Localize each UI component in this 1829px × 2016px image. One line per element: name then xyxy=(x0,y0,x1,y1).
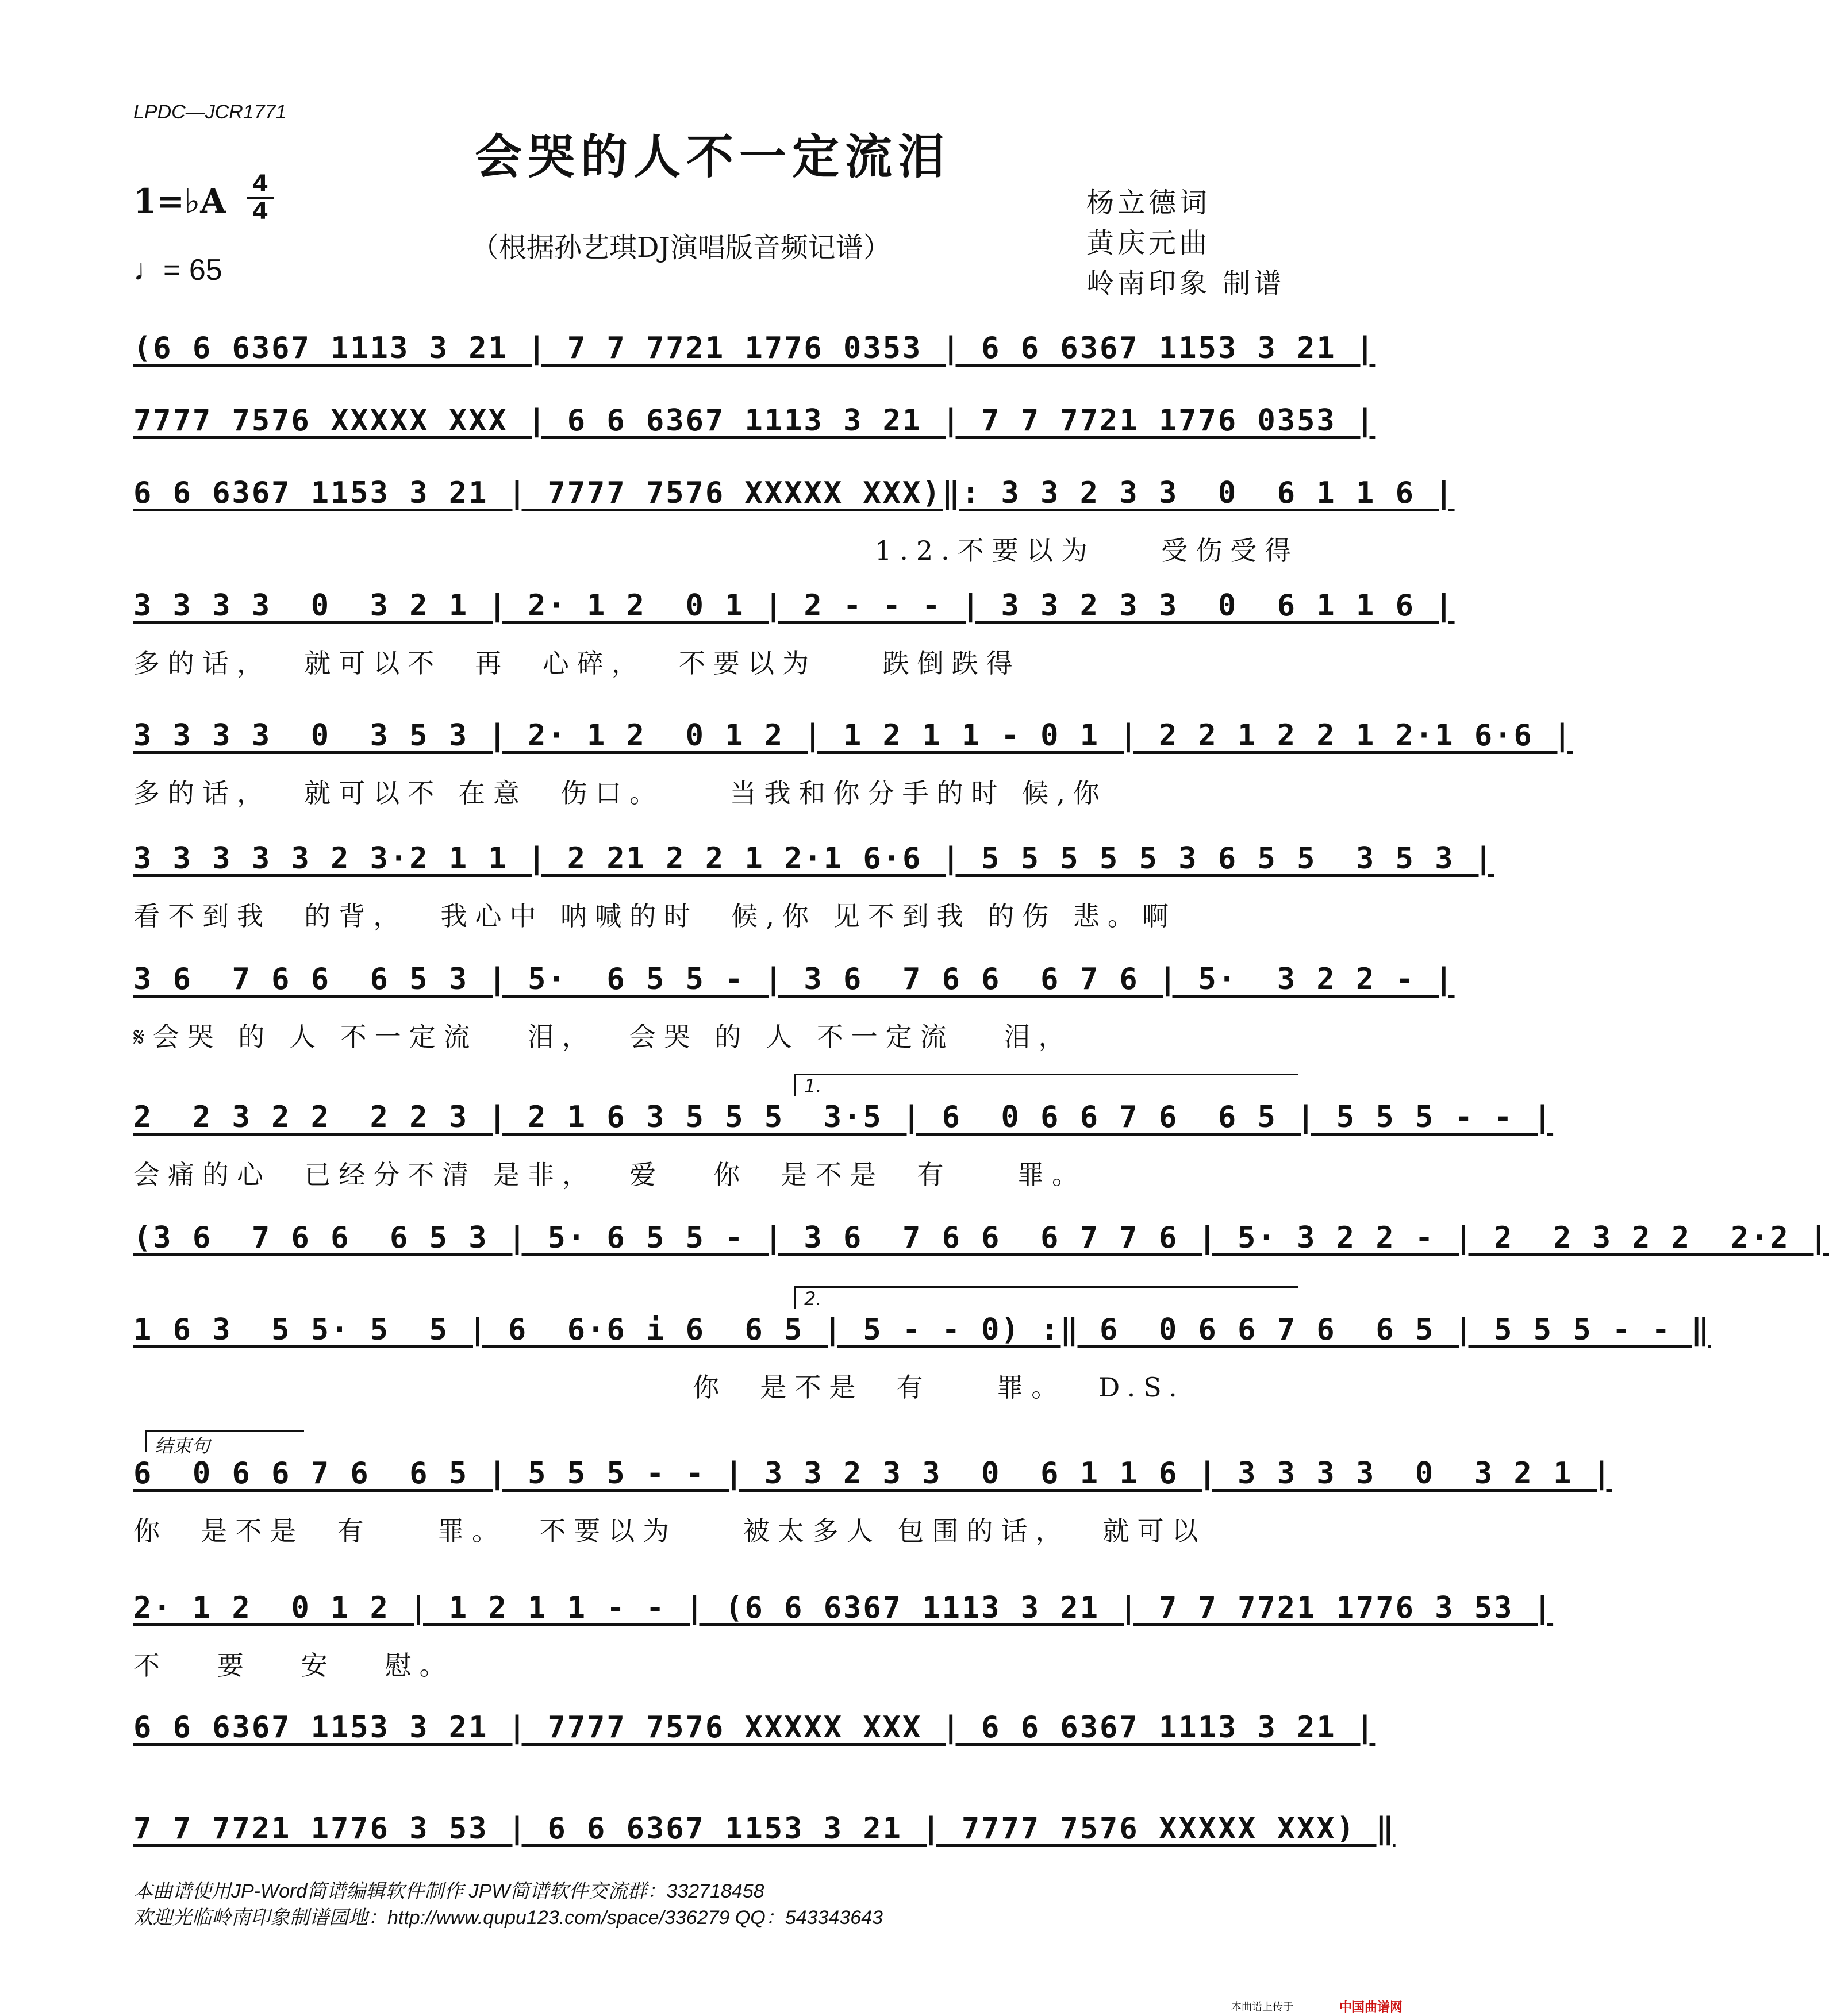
notes-line-10: 1 6 3 5 5· 5 5 | 6 6·6 i 6 6 5 | 5 - - 0) :‖ 6 0 6 6 7 6 6 5 | 5 5 5 - - ‖ xyxy=(133,1313,1711,1347)
time-numerator: 4 xyxy=(252,171,268,197)
key-signature: 1=♭A xyxy=(133,182,226,221)
tempo-marking: ♩= 65 xyxy=(133,253,222,287)
notes-line-11: 6 0 6 6 7 6 6 5 | 5 5 5 - - | 3 3 2 3 3 0 6 1 1 6 | 3 3 3 3 0 3 2 1 | xyxy=(133,1456,1612,1491)
lyrics-line-6: 看不到我 的背， 我心中 呐喊的时 候,你 见不到我 的伤 悲。啊 xyxy=(133,901,1177,932)
composer: 黄庆元曲 xyxy=(1086,227,1211,259)
footer-notes xyxy=(133,1878,883,1931)
notes-line-8: 2 2 3 2 2 2 2 3 | 2 1 6 3 5 5 5 3·5 | 6 0 6 6 7 6 6 5 | 5 5 5 - - | xyxy=(133,1100,1554,1134)
credits xyxy=(1086,183,1285,303)
notes-line-7: 3 6 7 6 6 6 5 3 | 5· 6 5 5 - | 3 6 7 6 6 6 7 6 | 5· 3 2 2 - | xyxy=(133,962,1455,997)
notes-line-2: 7777 7576 XXXXX XXX | 6 6 6367 1113 3 21 | 7 7 7721 1776 0353 | xyxy=(133,403,1376,438)
lyrics-line-3: 1.2.不要以为 受伤受得 xyxy=(875,535,1300,566)
second-ending-bracket: 2. xyxy=(794,1286,1298,1309)
notes-line-6: 3 3 3 3 3 2 3·2 1 1 | 2 21 2 2 1 2·1 6·6 | 5 5 5 5 5 3 6 5 5 3 5 3 | xyxy=(133,841,1494,876)
lyrics-line-4: 多的话， 就可以不 再 心碎， 不要以为 跌倒跌得 xyxy=(133,648,1021,679)
notes-line-5: 3 3 3 3 0 3 5 3 | 2· 1 2 0 1 2 | 1 2 1 1 - 0 1 | 2 2 1 2 2 1 2·1 6·6 | xyxy=(133,718,1573,753)
time-signature xyxy=(247,172,274,223)
page-title: 会哭的人不一定流泪 xyxy=(474,130,951,184)
time-denominator: 4 xyxy=(252,198,268,225)
lyrics-line-8: 会痛的心 已经分不清 是非， 爱 你 是不是 有 罪。 xyxy=(133,1159,1086,1190)
lyricist: 杨立德词 xyxy=(1086,187,1211,219)
notes-line-4: 3 3 3 3 0 3 2 1 | 2· 1 2 0 1 | 2 - - - | 3 3 2 3 3 0 6 1 1 6 | xyxy=(133,588,1455,623)
notes-line-14: 7 7 7721 1776 3 53 | 6 6 6367 1153 3 21 | 7777 7576 XXXXX XXX) ‖ xyxy=(133,1811,1396,1846)
lyrics-line-10: 你 是不是 有 罪。 D.S. xyxy=(133,1372,1185,1403)
notes-line-1: (6 6 6367 1113 3 21 | 7 7 7721 1776 0353 | 6 6 6367 1153 3 21 | xyxy=(133,331,1376,366)
notes-line-9: (3 6 7 6 6 6 5 3 | 5· 6 5 5 - | 3 6 7 6 6 6 7 7 6 | 5· 3 2 2 - | 2 2 3 2 2 2·2 | xyxy=(133,1221,1829,1255)
footer-website: 欢迎光临岭南印象制谱园地：http://www.qupu123.com/space/336279 QQ：543343643 xyxy=(133,1907,883,1929)
lyrics-line-5: 多的话， 就可以不 在意 伤口。 当我和你分手的时 候,你 xyxy=(133,778,1108,809)
lyrics-line-12: 不 要 安 慰。 xyxy=(133,1650,454,1681)
notes-line-3: 6 6 6367 1153 3 21 | 7777 7576 XXXXX XXX)‖: 3 3 2 3 3 0 6 1 1 6 | xyxy=(133,476,1455,510)
footer-software: 本曲谱使用JP-Word简谱编辑软件制作 JPW简谱软件交流群：332718458 xyxy=(133,1880,764,1902)
first-ending-bracket: 1. xyxy=(794,1074,1298,1096)
arranger: 岭南印象 制谱 xyxy=(1086,267,1285,299)
coda-bracket: 结束句 xyxy=(145,1430,304,1452)
notes-line-12: 2· 1 2 0 1 2 | 1 2 1 1 - - | (6 6 6367 1113 3 21 | 7 7 7721 1776 3 53 | xyxy=(133,1591,1554,1625)
uploader-note: 本曲谱上传于 xyxy=(1231,2001,1293,2013)
notes-line-13: 6 6 6367 1153 3 21 | 7777 7576 XXXXX XXX | 6 6 6367 1113 3 21 | xyxy=(133,1710,1376,1745)
site-logo: 中国曲谱网 xyxy=(1339,2000,1403,2015)
lyrics-line-7: 𝄋会哭 的 人 不一定流 泪， 会哭 的 人 不一定流 泪， xyxy=(133,1021,1073,1052)
score-code: LPDC—JCR1771 xyxy=(133,101,287,123)
subtitle: （根据孙艺琪DJ演唱版音频记谱） xyxy=(471,232,891,264)
lyrics-line-11: 你 是不是 有 罪。 不要以为 被太多人 包围的话， 就可以 xyxy=(133,1515,1206,1546)
